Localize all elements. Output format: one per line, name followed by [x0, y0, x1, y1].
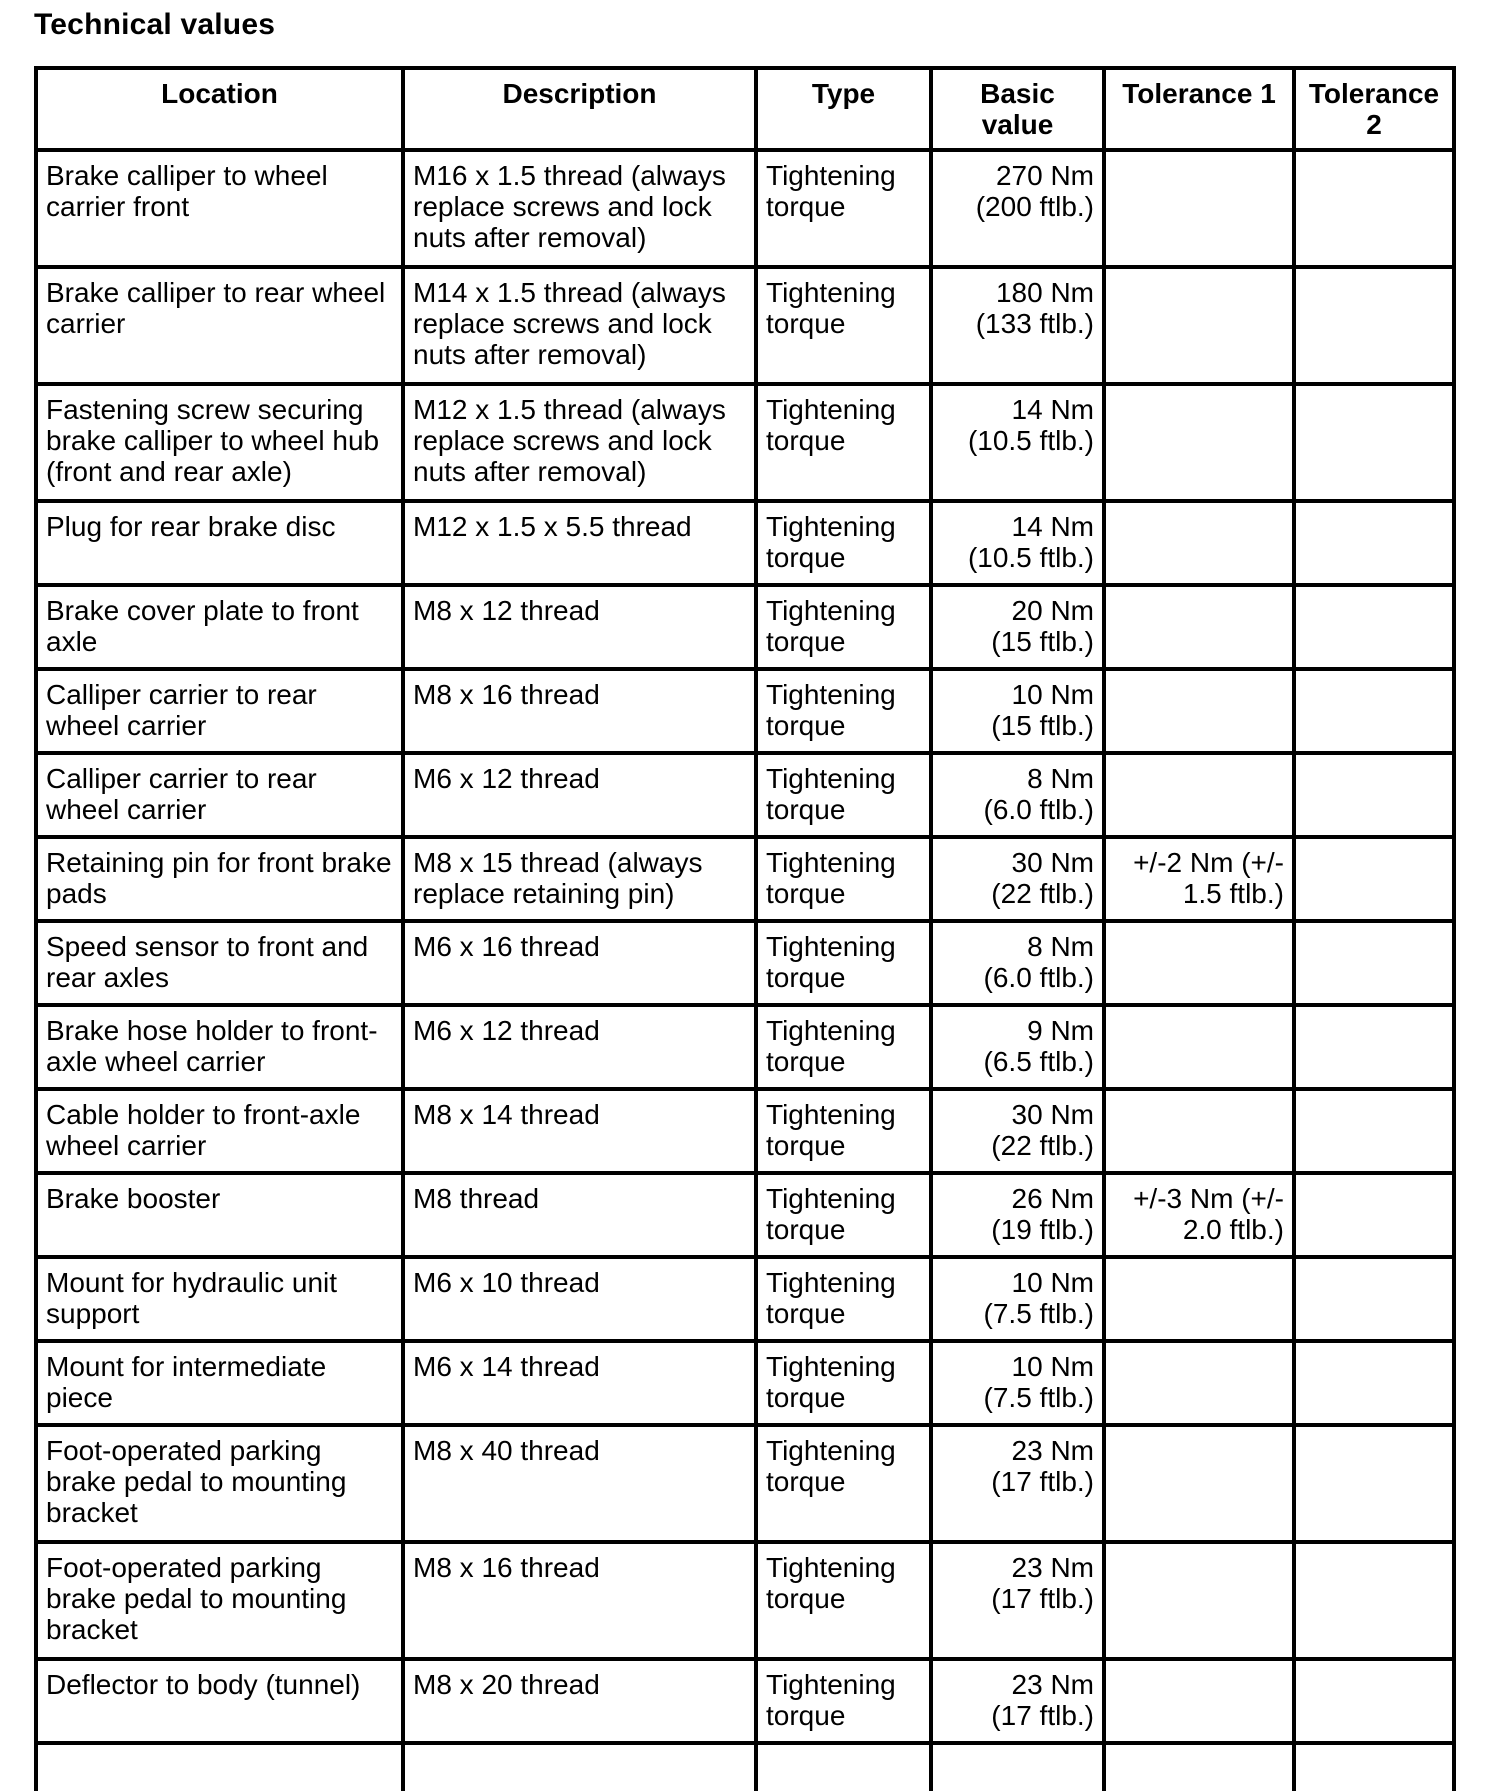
cell-type: Tightening torque	[756, 501, 931, 585]
table-row	[36, 501, 1454, 585]
cell-type: Tightening torque	[756, 921, 931, 1005]
cell-tolerance-1	[1104, 1005, 1294, 1089]
cell-location: Brake calliper to wheel carrier front	[36, 150, 403, 267]
empty-cell	[36, 1743, 403, 1791]
cell-description: M8 x 15 thread (always replace retaining pin)	[403, 837, 756, 921]
cell-type: Tightening torque	[756, 1341, 931, 1425]
cell-type: Tightening torque	[756, 1542, 931, 1659]
cell-basic-value: 23 Nm (17 ftlb.)	[931, 1659, 1104, 1743]
cell-type: Tightening torque	[756, 753, 931, 837]
cell-description: M8 x 16 thread	[403, 669, 756, 753]
cell-type: Tightening torque	[756, 267, 931, 384]
cell-basic-value: 10 Nm (7.5 ftlb.)	[931, 1257, 1104, 1341]
cell-tolerance-2	[1294, 501, 1454, 585]
cell-tolerance-2	[1294, 1089, 1454, 1173]
cell-location: Retaining pin for front brake pads	[36, 837, 403, 921]
cell-description: M16 x 1.5 thread (always replace screws and lock nuts after removal)	[403, 150, 756, 267]
cell-location: Calliper carrier to rear wheel carrier	[36, 753, 403, 837]
cell-basic-value: 30 Nm (22 ftlb.)	[931, 1089, 1104, 1173]
cell-basic-value: 23 Nm (17 ftlb.)	[931, 1542, 1104, 1659]
table-row	[36, 384, 1454, 501]
cell-tolerance-1	[1104, 1257, 1294, 1341]
cell-basic-value: 180 Nm (133 ftlb.)	[931, 267, 1104, 384]
cell-description: M8 thread	[403, 1173, 756, 1257]
cell-tolerance-2	[1294, 1659, 1454, 1743]
cell-description: M6 x 10 thread	[403, 1257, 756, 1341]
cell-basic-value: 8 Nm (6.0 ftlb.)	[931, 921, 1104, 1005]
cell-tolerance-2	[1294, 1425, 1454, 1542]
cell-location: Brake calliper to rear wheel carrier	[36, 267, 403, 384]
cell-description: M6 x 16 thread	[403, 921, 756, 1005]
cell-description: M14 x 1.5 thread (always replace screws and lock nuts after removal)	[403, 267, 756, 384]
cell-basic-value: 30 Nm (22 ftlb.)	[931, 837, 1104, 921]
cell-location: Foot-operated parking brake pedal to mounting bracket	[36, 1425, 403, 1542]
cell-location: Mount for hydraulic unit support	[36, 1257, 403, 1341]
cell-tolerance-1	[1104, 1425, 1294, 1542]
table-row-continuation	[36, 1743, 1454, 1791]
empty-cell	[403, 1743, 756, 1791]
header-row	[36, 68, 1454, 150]
cell-tolerance-1	[1104, 585, 1294, 669]
table-row	[36, 1005, 1454, 1089]
cell-tolerance-2	[1294, 669, 1454, 753]
cell-basic-value: 10 Nm (15 ftlb.)	[931, 669, 1104, 753]
cell-tolerance-1	[1104, 1341, 1294, 1425]
table-row	[36, 753, 1454, 837]
column-header-basic-value: Basic value	[931, 68, 1104, 150]
cell-tolerance-1	[1104, 1089, 1294, 1173]
cell-type: Tightening torque	[756, 585, 931, 669]
table-row	[36, 1659, 1454, 1743]
cell-description: M8 x 12 thread	[403, 585, 756, 669]
cell-basic-value: 26 Nm (19 ftlb.)	[931, 1173, 1104, 1257]
table-row	[36, 1173, 1454, 1257]
cell-basic-value: 9 Nm (6.5 ftlb.)	[931, 1005, 1104, 1089]
cell-description: M12 x 1.5 x 5.5 thread	[403, 501, 756, 585]
cell-description: M6 x 12 thread	[403, 753, 756, 837]
cell-tolerance-1	[1104, 267, 1294, 384]
cell-basic-value: 20 Nm (15 ftlb.)	[931, 585, 1104, 669]
cell-type: Tightening torque	[756, 150, 931, 267]
cell-tolerance-2	[1294, 1005, 1454, 1089]
page-title: Technical values	[34, 8, 276, 41]
cell-tolerance-1	[1104, 753, 1294, 837]
cell-tolerance-1	[1104, 1542, 1294, 1659]
cell-type: Tightening torque	[756, 1005, 931, 1089]
cell-location: Brake booster	[36, 1173, 403, 1257]
column-header-description: Description	[403, 68, 756, 150]
cell-location: Brake hose holder to front-axle wheel carrier	[36, 1005, 403, 1089]
cell-tolerance-1: +/-3 Nm (+/- 2.0 ftlb.)	[1104, 1173, 1294, 1257]
cell-tolerance-1	[1104, 669, 1294, 753]
cell-tolerance-2	[1294, 1341, 1454, 1425]
cell-location: Cable holder to front-axle wheel carrier	[36, 1089, 403, 1173]
cell-tolerance-2	[1294, 384, 1454, 501]
cell-location: Speed sensor to front and rear axles	[36, 921, 403, 1005]
cell-tolerance-2	[1294, 150, 1454, 267]
cell-tolerance-2	[1294, 1542, 1454, 1659]
table-row	[36, 921, 1454, 1005]
cell-type: Tightening torque	[756, 1425, 931, 1542]
cell-tolerance-2	[1294, 1173, 1454, 1257]
cell-location: Foot-operated parking brake pedal to mounting bracket	[36, 1542, 403, 1659]
empty-cell	[1104, 1743, 1294, 1791]
table-row	[36, 1341, 1454, 1425]
cell-description: M8 x 40 thread	[403, 1425, 756, 1542]
cell-tolerance-1	[1104, 921, 1294, 1005]
table-row	[36, 267, 1454, 384]
cell-basic-value: 23 Nm (17 ftlb.)	[931, 1425, 1104, 1542]
cell-description: M8 x 14 thread	[403, 1089, 756, 1173]
cell-location: Deflector to body (tunnel)	[36, 1659, 403, 1743]
cell-type: Tightening torque	[756, 669, 931, 753]
table-row	[36, 1425, 1454, 1542]
cell-basic-value: 8 Nm (6.0 ftlb.)	[931, 753, 1104, 837]
cell-type: Tightening torque	[756, 1659, 931, 1743]
cell-tolerance-1	[1104, 150, 1294, 267]
cell-basic-value: 14 Nm (10.5 ftlb.)	[931, 501, 1104, 585]
column-header-location: Location	[36, 68, 403, 150]
cell-tolerance-1: +/-2 Nm (+/- 1.5 ftlb.)	[1104, 837, 1294, 921]
empty-cell	[1294, 1743, 1454, 1791]
table-row	[36, 669, 1454, 753]
column-header-type: Type	[756, 68, 931, 150]
cell-tolerance-2	[1294, 267, 1454, 384]
column-header-tolerance-2: Tolerance 2	[1294, 68, 1454, 150]
cell-description: M8 x 16 thread	[403, 1542, 756, 1659]
cell-tolerance-2	[1294, 753, 1454, 837]
column-header-tolerance-1: Tolerance 1	[1104, 68, 1294, 150]
cell-tolerance-2	[1294, 585, 1454, 669]
cell-location: Mount for intermediate piece	[36, 1341, 403, 1425]
table-row	[36, 1257, 1454, 1341]
cell-type: Tightening torque	[756, 837, 931, 921]
cell-location: Brake cover plate to front axle	[36, 585, 403, 669]
technical-values-table	[34, 66, 1456, 1791]
table-row	[36, 837, 1454, 921]
cell-basic-value: 10 Nm (7.5 ftlb.)	[931, 1341, 1104, 1425]
cell-type: Tightening torque	[756, 1089, 931, 1173]
cell-description: M6 x 14 thread	[403, 1341, 756, 1425]
cell-basic-value: 14 Nm (10.5 ftlb.)	[931, 384, 1104, 501]
table-row	[36, 585, 1454, 669]
cell-description: M8 x 20 thread	[403, 1659, 756, 1743]
empty-cell	[931, 1743, 1104, 1791]
cell-type: Tightening torque	[756, 1257, 931, 1341]
cell-tolerance-2	[1294, 1257, 1454, 1341]
empty-cell	[756, 1743, 931, 1791]
table-row	[36, 150, 1454, 267]
cell-location: Plug for rear brake disc	[36, 501, 403, 585]
cell-description: M12 x 1.5 thread (always replace screws and lock nuts after removal)	[403, 384, 756, 501]
table-row	[36, 1542, 1454, 1659]
cell-basic-value: 270 Nm (200 ftlb.)	[931, 150, 1104, 267]
cell-description: M6 x 12 thread	[403, 1005, 756, 1089]
cell-location: Calliper carrier to rear wheel carrier	[36, 669, 403, 753]
cell-location: Fastening screw securing brake calliper to wheel hub (front and rear axle)	[36, 384, 403, 501]
cell-tolerance-2	[1294, 837, 1454, 921]
cell-tolerance-1	[1104, 384, 1294, 501]
cell-tolerance-1	[1104, 1659, 1294, 1743]
cell-type: Tightening torque	[756, 1173, 931, 1257]
cell-type: Tightening torque	[756, 384, 931, 501]
cell-tolerance-2	[1294, 921, 1454, 1005]
cell-tolerance-1	[1104, 501, 1294, 585]
table-row	[36, 1089, 1454, 1173]
